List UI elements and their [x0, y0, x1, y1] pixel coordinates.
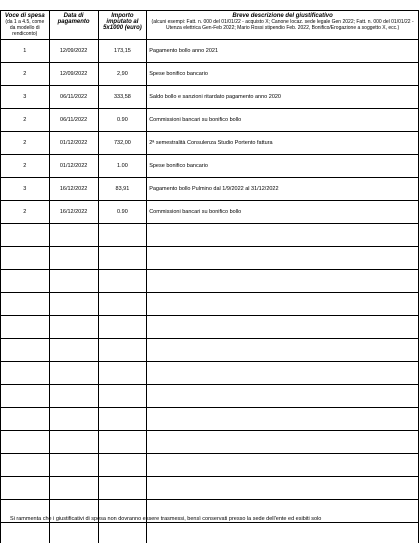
importo-cell: 173,15 — [98, 40, 147, 63]
table-row — [1, 40, 419, 63]
empty-cell — [98, 385, 147, 408]
empty-table-row — [1, 385, 419, 408]
importo-header: Importo imputato al 5x1000 (euro) — [98, 11, 147, 40]
table-body — [1, 40, 419, 543]
empty-cell — [147, 362, 419, 385]
empty-cell — [147, 293, 419, 316]
empty-table-row — [1, 408, 419, 431]
voce-spesa-cell: 3 — [1, 178, 50, 201]
empty-cell — [1, 477, 50, 500]
empty-cell — [1, 431, 50, 454]
importo-cell: 732,00 — [98, 132, 147, 155]
data-pagamento-cell: 06/11/2022 — [49, 86, 98, 109]
importo-cell: 83,91 — [98, 178, 147, 201]
empty-cell — [147, 523, 419, 543]
empty-table-row — [1, 224, 419, 247]
empty-cell — [49, 454, 98, 477]
data-pagamento-cell: 16/12/2022 — [49, 201, 98, 224]
empty-cell — [1, 293, 50, 316]
importo-cell: 0.90 — [98, 201, 147, 224]
empty-cell — [49, 224, 98, 247]
empty-cell — [147, 247, 419, 270]
table-row — [1, 86, 419, 109]
empty-table-row — [1, 316, 419, 339]
empty-cell — [147, 431, 419, 454]
empty-table-row — [1, 339, 419, 362]
descrizione-cell: Commissioni bancari su bonifico bollo — [147, 201, 419, 224]
empty-table-row — [1, 431, 419, 454]
empty-cell — [49, 431, 98, 454]
empty-table-row — [1, 454, 419, 477]
table-row — [1, 63, 419, 86]
table-row — [1, 109, 419, 132]
importo-cell: 1.00 — [98, 155, 147, 178]
table-row — [1, 178, 419, 201]
table-row — [1, 155, 419, 178]
empty-cell — [49, 477, 98, 500]
empty-cell — [98, 362, 147, 385]
empty-cell — [98, 224, 147, 247]
importo-cell: 333,58 — [98, 86, 147, 109]
voce-spesa-cell: 1 — [1, 40, 50, 63]
empty-cell — [98, 431, 147, 454]
empty-cell — [1, 454, 50, 477]
voce-spesa-cell: 2 — [1, 132, 50, 155]
data-pagamento-cell: 01/12/2022 — [49, 155, 98, 178]
empty-cell — [98, 270, 147, 293]
descrizione-cell: Pagamento bollo anno 2021 — [147, 40, 419, 63]
empty-cell — [1, 224, 50, 247]
empty-cell — [147, 454, 419, 477]
footer-note: Si rammenta che i giustificativi di spesa non dovranno essere trasmessi, bensì conservati presso la sede dell'ente ed esibiti solo — [10, 515, 322, 522]
empty-cell — [98, 293, 147, 316]
empty-cell — [1, 362, 50, 385]
empty-cell — [49, 523, 98, 543]
empty-cell — [49, 316, 98, 339]
empty-cell — [98, 316, 147, 339]
empty-table-row — [1, 523, 419, 543]
empty-cell — [1, 339, 50, 362]
data-pagamento-cell: 16/12/2022 — [49, 178, 98, 201]
empty-cell — [1, 316, 50, 339]
descrizione-cell: Saldo bollo e sanzioni ritardato pagamento anno 2020 — [147, 86, 419, 109]
descrizione-cell: Spese bonifico bancario — [147, 155, 419, 178]
empty-cell — [147, 339, 419, 362]
empty-table-row — [1, 362, 419, 385]
empty-cell — [1, 270, 50, 293]
empty-cell — [49, 270, 98, 293]
empty-cell — [147, 316, 419, 339]
empty-cell — [1, 408, 50, 431]
empty-cell — [147, 408, 419, 431]
voce-spesa-cell: 2 — [1, 63, 50, 86]
descrizione-cell: Spese bonifico bancario — [147, 63, 419, 86]
empty-table-row — [1, 293, 419, 316]
voce-spesa-cell: 2 — [1, 201, 50, 224]
table-row — [1, 201, 419, 224]
data-pagamento-cell: 01/12/2022 — [49, 132, 98, 155]
voce-spesa-cell: 3 — [1, 86, 50, 109]
empty-table-row — [1, 477, 419, 500]
empty-cell — [98, 408, 147, 431]
empty-cell — [49, 339, 98, 362]
descrizione-cell: Pagamento bollo Pulmino dal 1/9/2022 al 31/12/2022 — [147, 178, 419, 201]
empty-cell — [98, 454, 147, 477]
voce-spesa-header: Voce di spesa (da 1 a 4.5, come da modello di rendiconto) — [1, 11, 50, 40]
expenses-table — [0, 10, 419, 543]
empty-cell — [98, 247, 147, 270]
empty-cell — [98, 523, 147, 543]
empty-cell — [1, 385, 50, 408]
empty-cell — [98, 477, 147, 500]
data-pagamento-header: Data di pagamento — [49, 11, 98, 40]
descrizione-cell: Commissioni bancari su bonifico bollo — [147, 109, 419, 132]
empty-cell — [49, 362, 98, 385]
empty-cell — [98, 339, 147, 362]
empty-table-row — [1, 270, 419, 293]
empty-cell — [1, 523, 50, 543]
empty-cell — [49, 385, 98, 408]
descrizione-cell: 2ª semestralità Consulenza Studio Portento fattura — [147, 132, 419, 155]
empty-cell — [1, 247, 50, 270]
data-pagamento-cell: 06/11/2022 — [49, 109, 98, 132]
voce-spesa-cell: 2 — [1, 109, 50, 132]
descrizione-header: Breve descrizione del giustificativo (alcuni esempi: Fatt. n. 000 del 01/01/22 - acquisto X; Canone locaz. sede legale Gen 2022; Fatt. n. 000 del 01/01/22 - Utenza elettrica Gen-Feb 2022; Mario Rossi stipendio Feb. 2022, Bonifico/Erogazione a soggetto X, ecc.) — [147, 11, 419, 40]
data-pagamento-cell: 12/09/2022 — [49, 40, 98, 63]
empty-cell — [147, 385, 419, 408]
table-row — [1, 132, 419, 155]
empty-cell — [49, 247, 98, 270]
empty-cell — [147, 224, 419, 247]
voce-spesa-cell: 2 — [1, 155, 50, 178]
importo-cell: 0.90 — [98, 109, 147, 132]
empty-cell — [147, 477, 419, 500]
data-pagamento-cell: 12/09/2022 — [49, 63, 98, 86]
empty-cell — [49, 293, 98, 316]
importo-cell: 2,90 — [98, 63, 147, 86]
empty-cell — [49, 408, 98, 431]
empty-cell — [147, 270, 419, 293]
empty-table-row — [1, 247, 419, 270]
